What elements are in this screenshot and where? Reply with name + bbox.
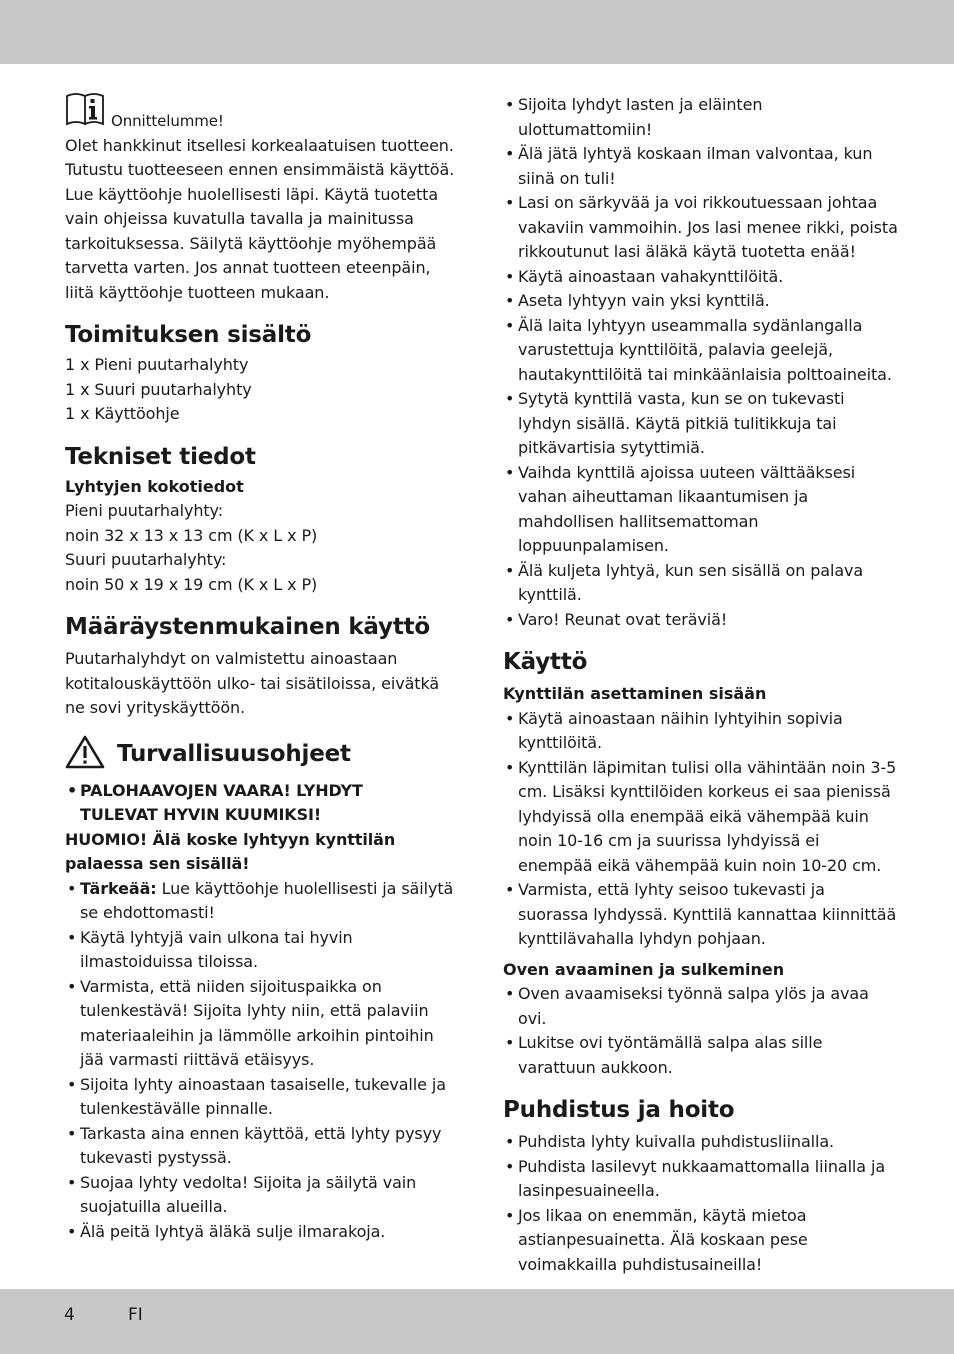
- list-item: • Puhdista lasilevyt nukkaamattomalla liinalla ja lasinpesuaineella.: [503, 1155, 898, 1204]
- list-item: • Aseta lyhtyyn vain yksi kynttilä.: [503, 289, 898, 314]
- intro-text: Olet hankkinut itsellesi korkealaatuisen tuotteen. Tutustu tuotteeseen ennen ensimmäistä käyttöä. Lue käyttöohje huolellisesti läpi. Käytä tuotetta vain ohjeissa kuvatulla tavalla ja mainitussa tarkoituksessa. Säilytä käyttöohje myöhempää tarvetta varten. Jos annat tuotteen eteenpäin, liitä käyttöohje tuotteen mukaan.: [65, 135, 455, 302]
- list-item: 1 x Käyttöohje: [65, 404, 180, 423]
- page-number: 4: [64, 1305, 75, 1325]
- tech-title: Tekniset tiedot: [65, 443, 256, 470]
- header-bar: [0, 0, 954, 64]
- usage-title: Käyttö: [503, 649, 588, 675]
- list-item: • Oven avaamiseksi työnnä salpa ylös ja avaa ovi.: [503, 982, 898, 1031]
- tech-lines: [65, 499, 457, 597]
- tech-subtitle: Lyhtyjen kokotiedot: [65, 476, 244, 496]
- tech-line: noin 32 x 13 x 13 cm (K x L x P): [65, 525, 318, 545]
- safety-list-left: [65, 877, 457, 1245]
- list-item: • Sytytä kynttilä vasta, kun se on tukevasti lyhdyn sisällä. Käytä pitkiä tulitikkuja tai pitkävartisia sytyttimiä.: [503, 387, 898, 461]
- usage-subtitle-door: Oven avaaminen ja sulkeminen: [503, 959, 785, 979]
- list-item: • Sijoita lyhdyt lasten ja eläinten ulottumattomiin!: [503, 93, 898, 142]
- list-item: • Sijoita lyhty ainoastaan tasaiselle, tukevalle ja tulenkestävälle pinnalle.: [65, 1073, 457, 1122]
- warning-item: • PALOHAAVOJEN VAARA! LYHDYT TULEVAT HYVIN KUUMIKSI!: [65, 779, 440, 828]
- list-item: • Älä peitä lyhtyä äläkä sulje ilmarakoja.: [65, 1220, 457, 1245]
- intro-block: [65, 92, 457, 305]
- warning-triangle-icon: [65, 735, 105, 773]
- safety-list-right: [503, 93, 898, 632]
- list-item: • Vaihda kynttilä ajoissa uuteen välttääksesi vahan aiheuttaman likaantumisen ja mahdollisen hallitsemattoman loppuunpalamisen.: [503, 461, 898, 559]
- list-item: 1 x Pieni puutarhalyhty: [65, 355, 249, 374]
- important-label: Tärkeää:: [80, 878, 157, 898]
- list-item: • Lukitse ovi työntämällä salpa alas sille varattuun aukkoon.: [503, 1031, 898, 1080]
- safety-warning-list: [65, 779, 457, 828]
- usage-subtitle-candle: Kynttilän asettaminen sisään: [503, 684, 767, 703]
- list-item: • Varmista, että niiden sijoituspaikka on tulenkestävä! Sijoita lyhty niin, että palaviin materiaaleihin ja lämmölle arkoihin pintoihin jää varmasti riittävä etäisyys.: [65, 975, 457, 1073]
- list-item: • Puhdista lyhty kuivalla puhdistusliinalla.: [503, 1130, 898, 1155]
- safety-heading: [65, 735, 457, 773]
- delivery-title: Toimituksen sisältö: [65, 322, 312, 348]
- list-item: • Varo! Reunat ovat teräviä!: [503, 608, 898, 633]
- left-column: [65, 92, 457, 1244]
- list-item: 1 x Suuri puutarhalyhty: [65, 379, 252, 399]
- footer-bar: [0, 1289, 954, 1354]
- usage-list-candle: [503, 707, 898, 952]
- language-code: FI: [128, 1305, 143, 1325]
- tech-line: Suuri puutarhalyhty:: [65, 550, 227, 569]
- list-item: • Kynttilän läpimitan tulisi olla vähintään noin 3-5 cm. Lisäksi kynttilöiden korkeus ei saa pienissä lyhdyissä olla enempää eikä vähempää kuin noin 10-16 cm ja suurissa lyhdyissä ei enempää eikä vähempää kuin noin 10-20 cm.: [503, 756, 898, 879]
- list-item: • Varmista, että lyhty seisoo tukevasti ja suorassa lyhdyssä. Kynttilä kannattaa kiinnittää kynttilävahalla lyhdyn pohjaan.: [503, 878, 898, 952]
- care-title: Puhdistus ja hoito: [503, 1097, 735, 1123]
- tech-line: Pieni puutarhalyhty:: [65, 501, 224, 520]
- list-item: • Tarkasta aina ennen käyttöä, että lyhty pysyy tukevasti pystyssä.: [65, 1122, 457, 1171]
- greeting: Onnittelumme!: [111, 112, 224, 130]
- list-item: • Lasi on särkyvää ja voi rikkoutuessaan johtaa vakaviin vammoihin. Jos lasi menee rikki, poista rikkoutunut lasi äläkä käytä tuotetta enää!: [503, 191, 898, 265]
- list-item: • Käytä ainoastaan näihin lyhtyihin sopivia kynttilöitä.: [503, 707, 898, 756]
- intended-use-title: Määräystenmukainen käyttö: [65, 614, 431, 640]
- warning-note: HUOMIO! Älä koske lyhtyyn kynttilän palaessa sen sisällä!: [65, 829, 396, 873]
- list-item: • Älä jätä lyhtyä koskaan ilman valvontaa, kun siinä on tuli!: [503, 142, 898, 191]
- right-column: [503, 93, 898, 1277]
- care-list: [503, 1130, 898, 1277]
- delivery-list: [65, 353, 457, 427]
- list-item: • Käytä ainoastaan vahakynttilöitä.: [503, 265, 898, 290]
- list-item: • Älä laita lyhtyyn useammalla sydänlangalla varustettuja kynttilöitä, palavia geelejä, hautakynttilöitä tai minkäänlaisia polttoaineita.: [503, 314, 898, 388]
- info-manual-icon: [65, 92, 107, 134]
- list-item: • Käytä lyhtyjä vain ulkona tai hyvin ilmastoiduissa tiloissa.: [65, 926, 457, 975]
- list-item: [65, 877, 457, 926]
- list-item: • Jos likaa on enemmän, käytä mietoa astianpesuainetta. Älä koskaan pese voimakkailla puhdistusaineilla!: [503, 1204, 898, 1278]
- safety-title: Turvallisuusohjeet: [117, 740, 351, 767]
- important-text: Lue käyttöohje huolellisesti ja säilytä se ehdottomasti!: [80, 878, 454, 922]
- intended-use-text: Puutarhalyhdyt on valmistettu ainoastaan kotitalouskäyttöön ulko- tai sisätiloissa, eivätkä ne sovi yrityskäyttöön.: [65, 649, 440, 717]
- list-item: • Älä kuljeta lyhtyä, kun sen sisällä on palava kynttilä.: [503, 559, 898, 608]
- usage-list-door: [503, 982, 898, 1080]
- list-item: • Suojaa lyhty vedolta! Sijoita ja säilytä vain suojatuilla alueilla.: [65, 1171, 457, 1220]
- tech-line: noin 50 x 19 x 19 cm (K x L x P): [65, 574, 318, 594]
